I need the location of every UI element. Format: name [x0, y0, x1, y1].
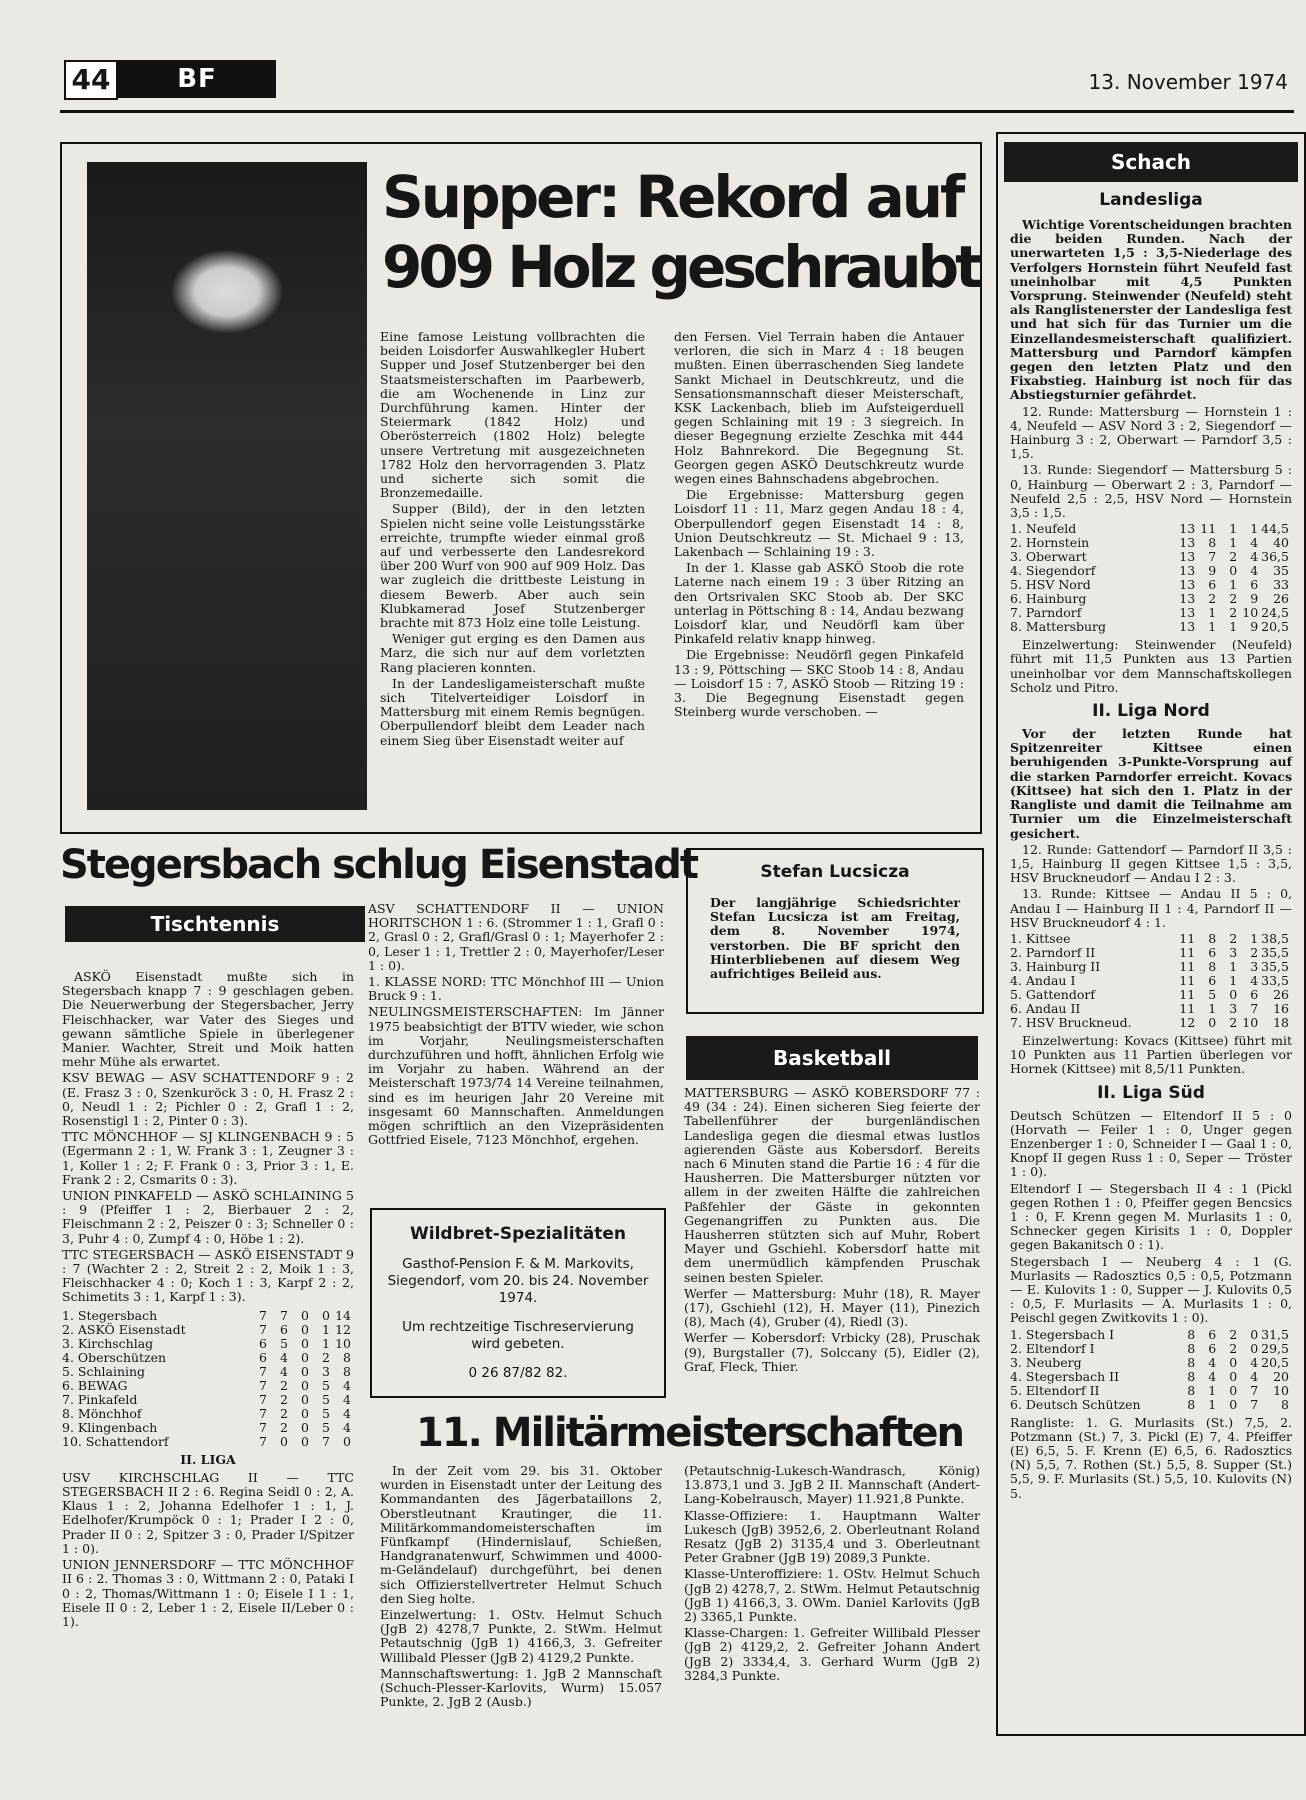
team-stat: 7 — [1208, 549, 1217, 565]
team-stat: 1 — [1229, 972, 1238, 988]
team-stat: 0 — [301, 1433, 309, 1449]
team-stat: 8 — [1208, 958, 1217, 974]
team-stat: 0 — [301, 1349, 309, 1365]
team-stat: 8 — [1187, 1340, 1196, 1356]
team-stat: 11 — [1179, 944, 1196, 960]
team-stat: 0 — [1229, 1396, 1238, 1412]
team-stat: 3 — [1229, 944, 1238, 960]
header-rule — [60, 110, 1294, 113]
team-stat: 11 — [1200, 521, 1217, 537]
team-stat: 7 — [259, 1391, 267, 1407]
liga-nord-table — [1010, 932, 1292, 1030]
team-stat: 6 — [280, 1321, 288, 1337]
team-stat: 5 — [322, 1377, 330, 1393]
team-stat: 10 — [335, 1335, 351, 1351]
team-name: 7. Parndorf — [1010, 605, 1082, 621]
team-stat: 7 — [322, 1433, 330, 1449]
team-stat: 13 — [1179, 535, 1196, 551]
standings-row — [1010, 1370, 1292, 1384]
team-stat: 13 — [1179, 605, 1196, 621]
team-name: 6. BEWAG — [62, 1377, 128, 1393]
team-stat: 10 — [1273, 1382, 1289, 1398]
team-stat: 13 — [1179, 577, 1196, 593]
standings-row — [62, 1393, 354, 1407]
tt-paragraph: ASV SCHATTENDORF II — UNION HORITSCHON 1 : 6. (Strommer 1 : 1, Grafl 0 : 2, Grasl 0 : 2, Grafl/Grasl 0 : 1; Mayerhofer 2 : 0, Leser 1 : 1, Trettler 2 : 0, Mayerhofer/Leser 1 : 0). — [368, 901, 664, 973]
militaer-column-1 — [380, 1464, 662, 1711]
team-name: 10. Schattendorf — [62, 1433, 169, 1449]
team-stat: 0 — [1229, 1382, 1238, 1398]
team-stat: 7 — [1250, 1396, 1259, 1412]
mil-paragraph: Klasse-Unteroffiziere: 1. OStv. Helmut Schuch (JgB 2) 4278,7, 2. StWm. Helmut Petautschnig (JgB 1) 4166,3, 3. OWm. Daniel Karlovits (JgB 2) 3365,1 Punkte. — [684, 1566, 980, 1625]
team-stat: 0 — [301, 1391, 309, 1407]
team-stat: 1 — [1208, 1000, 1217, 1016]
militaer-column-2 — [684, 1464, 980, 1685]
team-stat: 8 — [1208, 535, 1217, 551]
ad-title: Wildbret-Spezialitäten — [410, 1224, 626, 1244]
standings-row — [62, 1421, 354, 1435]
team-name: 6. Hainburg — [1010, 591, 1087, 607]
team-stat: 6 — [259, 1335, 267, 1351]
team-stat: 8 — [1208, 930, 1217, 946]
schach-paragraph: Deutsch Schützen — Eltendorf II 5 : 0 (Horvath — Feiler 1 : 0, Unger gegen Enzenberger 1 : 0, Schneider I — Gaal 1 : 0, Knopf II gegen Russ 1 : 0, Seper — Tröster 1 : 0). — [1010, 1107, 1292, 1180]
team-stat: 7 — [259, 1405, 267, 1421]
team-stat: 1 — [1229, 521, 1238, 537]
team-stat: 35 — [1273, 563, 1289, 579]
supper-column-1 — [380, 330, 645, 750]
team-stat: 12 — [1179, 1014, 1196, 1030]
tt-paragraph: 1. KLASSE NORD: TTC Mönchhof III — Union Bruck 9 : 1. — [368, 974, 664, 1004]
team-stat: 1 — [1229, 958, 1238, 974]
team-stat: 11 — [1179, 986, 1196, 1002]
team-stat: 31,5 — [1261, 1326, 1289, 1342]
team-stat: 1 — [1208, 619, 1217, 635]
standings-row — [1010, 620, 1292, 634]
team-stat: 4 — [1250, 1354, 1259, 1370]
standings-row — [62, 1351, 354, 1365]
page-number: 44 — [64, 60, 118, 100]
tt-paragraph: UNION PINKAFELD — ASKÖ SCHLAINING 5 : 9 (Pfeiffer 1 : 2, Bierbauer 2 : 2, Fleischmann 2 : 2, Peiszer 0 : 3; Schneller 0 : 3, Puhr 4 : 0, Zumpf 4 : 0, Höbe 1 : 2). — [62, 1188, 354, 1246]
team-stat: 26 — [1273, 986, 1289, 1002]
team-stat: 2 — [280, 1419, 288, 1435]
liga-sued-table — [1010, 1328, 1292, 1412]
standings-row — [1010, 606, 1292, 620]
standings-row — [1010, 564, 1292, 578]
team-stat: 9 — [1250, 619, 1259, 635]
obituary-name: Stefan Lucsicza — [760, 862, 910, 882]
standings-row — [62, 1407, 354, 1421]
tt-paragraph: TTC MÖNCHHOF — SJ KLINGENBACH 9 : 5 (Egermann 2 : 1, W. Frank 3 : 1, Zeugner 3 : 1, Koller 1 : 2; F. Frank 0 : 3, Prior 3 : 1, E. Frank 2 : 2, Csmarits 0 : 3). — [62, 1129, 354, 1187]
team-stat: 14 — [335, 1307, 351, 1323]
team-stat: 7 — [1250, 1382, 1259, 1398]
team-stat: 1 — [1229, 535, 1238, 551]
masthead-logo: BF — [118, 60, 276, 98]
landesliga-heading: Landesliga — [1099, 190, 1203, 210]
landesliga-table — [1010, 522, 1292, 634]
team-stat: 0 — [301, 1377, 309, 1393]
basketball-paragraph: MATTERSBURG — ASKÖ KOBERSDORF 77 : 49 (34 : 24). Einen sicheren Sieg feierte der Tabellenführer der burgenländischen Landesliga gegen die diesmal etwas lustlos agierenden Gäste aus Kobersdorf. Bereits nach 6 Minuten stand die Partie 16 : 4 für die Hausherren. Die Mattersburger nützten vor allem in der zweiten Hälfte die zahlreichen Paßfehler der Gäste in gekonnten Gegenangriffen zu Punkten aus. Die Hausherren stützten sich auf Muhr, Robert Mayer und Gschiehl. Kobersdorf hatte mit dem unermüdlich kämpfenden Pruschak seinen besten Spieler. — [684, 1085, 980, 1285]
team-stat: 1 — [1208, 605, 1217, 621]
team-stat: 7 — [259, 1433, 267, 1449]
team-name: 4. Andau I — [1010, 972, 1076, 988]
team-stat: 4 — [1250, 1368, 1259, 1384]
team-stat: 8 — [343, 1349, 351, 1365]
basketball-column — [684, 1086, 980, 1376]
standings-row — [1010, 1016, 1292, 1030]
standings-row — [62, 1309, 354, 1323]
team-stat: 4 — [1250, 549, 1259, 565]
team-stat: 8 — [1187, 1382, 1196, 1398]
team-stat: 7 — [280, 1307, 288, 1323]
mil-paragraph: Klasse-Chargen: 1. Gefreiter Willibald Plesser (JgB 2) 4129,2, 2. Gefreiter Johann Andert (JgB 2) 3334,4, 3. Gerhard Wurm (JgB 2) 3284,3 Punkte. — [684, 1625, 980, 1683]
team-stat: 4 — [343, 1419, 351, 1435]
team-stat: 4 — [1250, 563, 1259, 579]
team-stat: 35,5 — [1261, 958, 1289, 974]
team-stat: 13 — [1179, 563, 1196, 579]
team-name: 2. Parndorf II — [1010, 944, 1096, 960]
team-stat: 0 — [1229, 986, 1238, 1002]
team-stat: 4 — [280, 1363, 288, 1379]
team-stat: 10 — [1242, 1014, 1259, 1030]
tt-paragraph: ASKÖ Eisenstadt mußte sich in Stegersbach knapp 7 : 9 geschlagen geben. Die Neuerwerbung der Stegersbacher, Jerry Fleischhacker, war Vater des Sieges und gewann sämtliche Spiele in überlegener Manier. Wachter, Streit und Moik hatten mehr Mühe als erwartet. — [62, 969, 354, 1070]
tt-paragraph: KSV BEWAG — ASV SCHATTENDORF 9 : 2 (E. Frasz 3 : 0, Szenkuröck 3 : 0, H. Frasz 2 : 0, Neudl 1 : 2; Pichler 0 : 2, Grafl 1 : 2, Rosenstigl 1 : 2, Pinter 0 : 3). — [62, 1070, 354, 1129]
bowler-photo — [87, 162, 367, 810]
tt-paragraph: UNION JENNERSDORF — TTC MÖNCHHOF II 6 : 2. Thomas 3 : 0, Wittmann 2 : 0, Pataki I 0 : 2, Thomas/Wittmann 1 : 0; Eisele I 1 : 1, Eisele II 0 : 2, Leber 1 : 2, Eisele II/Leber 0 : 1). — [62, 1557, 354, 1629]
team-stat: 1 — [1250, 930, 1259, 946]
team-stat: 24,5 — [1261, 605, 1289, 621]
team-stat: 20,5 — [1261, 1354, 1289, 1370]
wildbret-ad — [370, 1208, 666, 1398]
team-stat: 8 — [343, 1363, 351, 1379]
tischtennis-bar: Tischtennis — [65, 906, 365, 942]
standings-row — [62, 1365, 354, 1379]
standings-row — [1010, 1328, 1292, 1342]
team-stat: 0 — [322, 1307, 330, 1323]
standings-row — [1010, 550, 1292, 564]
team-name: 5. Schlaining — [62, 1363, 146, 1379]
team-stat: 5 — [280, 1335, 288, 1351]
team-stat: 1 — [1229, 577, 1238, 593]
team-stat: 4 — [343, 1377, 351, 1393]
team-stat: 8 — [1187, 1368, 1196, 1384]
team-name: 5. Eltendorf II — [1010, 1382, 1100, 1398]
team-stat: 5 — [322, 1419, 330, 1435]
team-stat: 7 — [259, 1321, 267, 1337]
schach-paragraph: Rangliste: 1. G. Murlasits (St.) 7,5, 2. Potzmann (St.) 7, 3. Pickl (E) 7, 4. Pfeiffer (E) 6,5, 5. F. Krenn (E) 6,5, 6. Radosztics (N) 5,5, 7. Rothen (St.) 5,5, 8. Supper (St.) 5,5, 9. F. Murlasits (St.) 5,5, 10. Kulovits (N) 5. — [1010, 1414, 1292, 1501]
team-stat: 7 — [259, 1307, 267, 1323]
team-stat: 8 — [1281, 1396, 1289, 1412]
team-stat: 8 — [1187, 1354, 1196, 1370]
team-stat: 2 — [1229, 930, 1238, 946]
team-stat: 40 — [1273, 535, 1289, 551]
supper-paragraph: Die Ergebnisse: Mattersburg gegen Loisdorf 11 : 11, Marz gegen Andau 18 : 4, Oberpullendorf gegen Eisenstadt 14 : 8, Union Deutschkreutz — St. Michael 9 : 13, Lakenbach — Schlaining 19 : 3. — [674, 487, 964, 560]
supper-article — [60, 142, 982, 834]
schach-sidebar — [996, 132, 1306, 1736]
team-stat: 20 — [1273, 1368, 1289, 1384]
standings-row — [62, 1435, 354, 1449]
team-stat: 35,5 — [1261, 944, 1289, 960]
standings-row — [1010, 592, 1292, 606]
tischtennis-headline: Stegersbach schlug Eisenstadt — [60, 842, 697, 888]
team-stat: 3 — [1250, 958, 1259, 974]
team-stat: 6 — [1208, 1326, 1217, 1342]
team-stat: 0 — [1229, 563, 1238, 579]
team-stat: 0 — [1250, 1326, 1259, 1342]
team-stat: 0 — [343, 1433, 351, 1449]
team-name: 8. Mönchhof — [62, 1405, 142, 1421]
team-stat: 4 — [343, 1391, 351, 1407]
team-stat: 33 — [1273, 577, 1289, 593]
standings-row — [1010, 974, 1292, 988]
team-stat: 7 — [259, 1419, 267, 1435]
team-stat: 2 — [1208, 591, 1217, 607]
supper-paragraph: Die Ergebnisse: Neudörfl gegen Pinkafeld 13 : 9, Pöttsching — SKC Stoob 14 : 8, Andau — Loisdorf 15 : 7, ASKÖ Stoob — Ritzing 19 : 3. Die Begegnung Eisenstadt gegen Steinberg wurde verschoben. — — [674, 647, 964, 720]
team-stat: 9 — [1250, 591, 1259, 607]
supper-paragraph: Weniger gut erging es den Damen aus Marz, die sich nur auf dem vorletzten Rang placieren konnten. — [380, 631, 645, 675]
schach-paragraph: 12. Runde: Mattersburg — Hornstein 1 : 4, Neufeld — ASV Nord 3 : 2, Siegendorf — Hainburg 3 : 2, Oberwart — Parndorf 3,5 : 1,5. — [1010, 403, 1292, 462]
ad-phone: 0 26 87/82 82. — [468, 1365, 568, 1381]
team-stat: 0 — [301, 1335, 309, 1351]
tischtennis-column-1 — [62, 970, 354, 1631]
supper-paragraph: In der 1. Klasse gab ASKÖ Stoob die rote Laterne nach einem 19 : 3 über Ritzing an den Ortsrivalen SKC Stoob ab. Der SKC unterlag in Pöttsching 8 : 14, Andau bezwang Loisdorf klar, und Neudörfl kam über Pinkafeld relativ knapp hinweg. — [674, 560, 964, 647]
team-stat: 9 — [1208, 563, 1217, 579]
team-stat: 1 — [1208, 1396, 1217, 1412]
tt-paragraph: TTC STEGERSBACH — ASKÖ EISENSTADT 9 : 7 (Wachter 2 : 2, Streit 2 : 2, Moik 1 : 3, Fleischhacker 4 : 0; Koch 1 : 3, Karpf 2 : 2, Schimetits 3 : 1, Karpf 1 : 3). — [62, 1246, 354, 1305]
schach-paragraph: Stegersbach I — Neuberg 4 : 1 (G. Murlasits — Radosztics 0,5 : 0,5, Potzmann — E. Kulovits 1 : 0, Supper — J. Kulovits 0,5 : 0,5, F. Murlasits — A. Murlasits 1 : 0, Peischl gegen Zwitkovits 1 : 0). — [1010, 1253, 1292, 1326]
mil-paragraph: Einzelwertung: 1. OStv. Helmut Schuch (JgB 2) 4278,7 Punkte, 2. StWm. Helmut Petautschnig (JgB 1) 4166,3, 3. Gefreiter Willibald Plesser (JgB 2) 4129,2 Punkte. — [380, 1607, 662, 1665]
team-stat: 1 — [1208, 1382, 1217, 1398]
team-stat: 13 — [1179, 619, 1196, 635]
team-name: 2. Eltendorf I — [1010, 1340, 1095, 1356]
team-stat: 2 — [1250, 944, 1259, 960]
standings-row — [1010, 1398, 1292, 1412]
team-stat: 1 — [322, 1335, 330, 1351]
standings-row — [1010, 960, 1292, 974]
supper-column-2 — [674, 330, 964, 721]
issue-date: 13. November 1974 — [1088, 70, 1288, 94]
team-stat: 2 — [1229, 549, 1238, 565]
obituary-box — [686, 848, 984, 1014]
team-stat: 6 — [1208, 972, 1217, 988]
mil-paragraph: Mannschaftswertung: 1. JgB 2 Mannschaft (Schuch-Plesser-Karlovits, Wurm) 15.057 Punkte, 2. JgB 2 (Ausb.) — [380, 1665, 662, 1710]
standings-row — [1010, 1384, 1292, 1398]
schach-content — [1010, 190, 1292, 1501]
schach-paragraph: Vor der letzten Runde hat Spitzenreiter Kittsee einen beruhigenden 3-Punkte-Vorsprung auf die starken Parndorfer erreicht. Kovacs (Kittsee) hat sich den 1. Platz in der Rangliste und damit die Teilnahme am Turnier um die Einzelmeisterschaft gesichert. — [1010, 726, 1292, 841]
standings-row — [62, 1337, 354, 1351]
team-stat: 6 — [1208, 1340, 1217, 1356]
team-stat: 2 — [1229, 591, 1238, 607]
mil-paragraph: Klasse-Offiziere: 1. Hauptmann Walter Lukesch (JgB) 3952,6, 2. Oberleutnant Roland Resatz (JgB 2) 3135,4 und 3. Oberleutnant Peter Grabner (JgB 19) 2089,3 Punkte. — [684, 1507, 980, 1566]
team-stat: 16 — [1273, 1000, 1289, 1016]
schach-paragraph: Einzelwertung: Kovacs (Kittsee) führt mit 10 Punkten aus 11 Partien überlegen vor Hornek (Kittsee) mit 8,5/11 Punkten. — [1010, 1032, 1292, 1077]
supper-paragraph: In der Landesligameisterschaft mußte sich Titelverteidiger Loisdorf in Mattersburg mit einem Remis begnügen. Oberpullendorf bleibt dem Leader nach einem Sieg über Eisenstadt weiter auf — [380, 675, 645, 748]
team-stat: 4 — [280, 1349, 288, 1365]
team-stat: 8 — [1187, 1396, 1196, 1412]
ad-line1: Gasthof-Pension F. & M. Markovits, Siegendorf, vom 20. bis 24. November 1974. — [387, 1256, 649, 1306]
liga-nord-heading: II. Liga Nord — [1092, 701, 1210, 722]
liga-sued-heading: II. Liga Süd — [1097, 1082, 1205, 1103]
team-stat: 0 — [1208, 1014, 1217, 1030]
team-name: 7. Pinkafeld — [62, 1391, 138, 1407]
team-stat: 6 — [1250, 577, 1259, 593]
team-stat: 0 — [301, 1405, 309, 1421]
team-stat: 13 — [1179, 549, 1196, 565]
team-name: 1. Neufeld — [1010, 521, 1077, 537]
team-stat: 1 — [1229, 619, 1238, 635]
schach-paragraph: Eltendorf I — Stegersbach II 4 : 1 (Pickl gegen Rothen 1 : 0, Pfeiffer gegen Bencsics 1 : 0, F. Krenn gegen M. Murlasits 1 : 0, Schnecker gegen Kirisits 1 : 0, Doppler gegen Bakanitsch 0 : 1). — [1010, 1180, 1292, 1253]
tt-paragraph: USV KIRCHSCHLAG II — TTC STEGERSBACH II 2 : 6. Regina Seidl 0 : 2, A. Klaus 1 : 2, Johanna Edelhofer 1 : 1, J. Edelhofer/Krumpöck 0 : 1; Prader I 2 : 0, Prader II 0 : 2, Spitzer 3 : 0, Prader I/Spitzer 1 : 0). — [62, 1469, 354, 1556]
team-stat: 0 — [301, 1321, 309, 1337]
team-stat: 7 — [1250, 1000, 1259, 1016]
team-stat: 8 — [1187, 1326, 1196, 1342]
team-stat: 1 — [322, 1321, 330, 1337]
supper-paragraph: Eine famose Leistung vollbrachten die beiden Loisdorfer Auswahlkegler Hubert Supper und Josef Stutzenberger bei den Staatsmeisterschaften im Paarbewerb, die am Wochenende in Linz zur Durchführung kamen. Hinter der Steiermark (1842 Holz) und Oberösterreich (1802 Holz) belegte unsere Vertretung mit ausgezeichneten 1782 Holz den hervorragenden 3. Platz und sicherte sich somit die Bronzemedaille. — [380, 329, 645, 501]
team-stat: 2 — [322, 1349, 330, 1365]
team-name: 1. Stegersbach — [62, 1307, 158, 1323]
team-stat: 11 — [1179, 930, 1196, 946]
team-name: 4. Stegersbach II — [1010, 1368, 1120, 1384]
team-stat: 18 — [1273, 1014, 1289, 1030]
team-stat: 12 — [335, 1321, 351, 1337]
schach-paragraph: 13. Runde: Kittsee — Andau II 5 : 0, Andau I — Hainburg II 1 : 4, Parndorf II — HSV Bruckneudorf 4 : 1. — [1010, 886, 1292, 930]
team-stat: 33,5 — [1261, 972, 1289, 988]
supper-paragraph: den Fersen. Viel Terrain haben die Antauer verloren, die sich in Marz 4 : 18 beugen mußten. Einen überraschenden Sieg landete Sankt Michael in Deutschkreutz, und die Sensationsmannschaft dieser Meisterschaft, KSK Lackenbach, blieb im Aufsteigerduell gegen Schlaining mit 19 : 3 siegreich. In dieser Begegnung erzielte Zeschka mit 444 Holz Bahnrekord. Die Begegnung St. Georgen gegen ASKÖ Deutschkreutz wurde wegen eines Bahnschadens abgebrochen. — [674, 329, 964, 487]
team-stat: 6 — [1208, 577, 1217, 593]
team-name: 1. Kittsee — [1010, 930, 1071, 946]
team-stat: 11 — [1179, 1000, 1196, 1016]
standings-row — [1010, 946, 1292, 960]
standings-row — [1010, 1342, 1292, 1356]
schach-paragraph: 13. Runde: Siegendorf — Mattersburg 5 : 0, Hainburg — Oberwart 2 : 3, Parndorf — Neufeld 2,5 : 2,5, HSV Nord — Hornstein 3,5 : 1,5. — [1010, 462, 1292, 521]
team-stat: 2 — [1229, 605, 1238, 621]
mil-paragraph: In der Zeit vom 29. bis 31. Oktober wurden in Eisenstadt unter der Leitung des Kommandanten des Jägerbataillons 2, Oberstleutnant Krautinger, die 11. Militärkommandomeisterschaften im Fünfkampf (Hindernislauf, Schießen, Handgranatenwurf, Schwimmen und 4000-m-Geländelauf) durchgeführt, bei denen sich Offizierstellvertreter Helmut Schuch den Sieg holte. — [380, 1463, 662, 1606]
tischtennis-column-2 — [368, 902, 664, 1149]
team-stat: 0 — [301, 1363, 309, 1379]
team-stat: 6 — [1250, 986, 1259, 1002]
team-stat: 5 — [322, 1391, 330, 1407]
basketball-bar: Basketball — [686, 1036, 978, 1080]
standings-row — [1010, 522, 1292, 536]
team-stat: 5 — [1208, 986, 1217, 1002]
standings-row — [62, 1379, 354, 1393]
team-name: 1. Stegersbach I — [1010, 1326, 1115, 1342]
team-stat: 10 — [1242, 605, 1259, 621]
team-stat: 4 — [1250, 535, 1259, 551]
team-stat: 0 — [301, 1307, 309, 1323]
team-stat: 38,5 — [1261, 930, 1289, 946]
team-name: 5. HSV Nord — [1010, 577, 1091, 593]
schach-bar: Schach — [1004, 142, 1298, 182]
team-stat: 4 — [1250, 972, 1259, 988]
team-stat: 4 — [343, 1405, 351, 1421]
standings-row — [1010, 1002, 1292, 1016]
team-stat: 0 — [301, 1419, 309, 1435]
team-name: 9. Klingenbach — [62, 1419, 158, 1435]
team-stat: 4 — [1208, 1368, 1217, 1384]
team-name: 3. Kirchschlag — [62, 1335, 154, 1351]
team-stat: 11 — [1179, 972, 1196, 988]
team-stat: 3 — [322, 1363, 330, 1379]
team-stat: 13 — [1179, 521, 1196, 537]
team-stat: 13 — [1179, 591, 1196, 607]
team-name: 4. Oberschützen — [62, 1349, 167, 1365]
team-stat: 11 — [1179, 958, 1196, 974]
team-stat: 0 — [1229, 1354, 1238, 1370]
team-name: 3. Oberwart — [1010, 549, 1087, 565]
standings-row — [1010, 536, 1292, 550]
team-name: 8. Mattersburg — [1010, 619, 1107, 635]
team-stat: 2 — [1229, 1326, 1238, 1342]
team-name: 6. Andau II — [1010, 1000, 1081, 1016]
supper-headline-line2: 909 Holz geschraubt — [382, 233, 979, 301]
team-stat: 29,5 — [1261, 1340, 1289, 1356]
team-stat: 6 — [1208, 944, 1217, 960]
standings-row — [1010, 1356, 1292, 1370]
team-stat: 3 — [1229, 1000, 1238, 1016]
team-stat: 7 — [259, 1377, 267, 1393]
tt-standings-table — [62, 1309, 354, 1449]
supper-headline-line1: Supper: Rekord auf — [382, 163, 963, 231]
team-stat: 4 — [1208, 1354, 1217, 1370]
basketball-paragraph: Werfer — Mattersburg: Muhr (18), R. Mayer (17), Gschiehl (12), H. Mayer (11), Pinezich (8), Mach (4), Gruber (4), Riedl (3). — [684, 1285, 980, 1330]
schach-paragraph: Wichtige Vorentscheidungen brachten die beiden Runden. Nach der unerwarteten 1,5 : 3,5-Niederlage des Verfolgers Hornstein führt Neufeld fast uneinholbar mit 4,5 Punkten Vorsprung. Steinwender (Neufeld) steht als Ranglistenerster der Landesliga fest und hat sich für das Turnier um die Einzellandesmeisterschaft qualifiziert. Mattersburg und Parndorf kämpfen gegen den letzten Platz und den Fixabstieg. Hainburg ist noch für das Abstiegsturnier gefährdet. — [1010, 217, 1292, 403]
team-name: 3. Hainburg II — [1010, 958, 1101, 974]
tt-paragraph: NEULINGSMEISTERSCHAFTEN: Im Jänner 1975 beabsichtigt der BTTV wieder, wie schon im Vorjahr, Neulingsmeisterschaften durchzuführen und hofft, ähnlichen Erfolg wie im Vorjahr zu haben. Während an der Meisterschaft 1973/74 14 Vereine teilnahmen, sind es im heurigen Jahr 20 Vereine mit insgesamt 60 Mannschaften. Anmeldungen mögen schriftlich an den Vizepräsidenten Gottfried Eisele, 7123 Mönchhof, ergehen. — [368, 1004, 664, 1148]
schach-paragraph: Einzelwertung: Steinwender (Neufeld) führt mit 11,5 Punkten aus 13 Partien uneinholbar vor dem Mannschaftskollegen Scholz und Pitro. — [1010, 637, 1292, 695]
obituary-text: Der langjährige Schiedsrichter Stefan Lucsicza ist am Freitag, dem 8. November 1974, verstorben. Die BF spricht den Hinterbliebenen auf diesem Weg aufrichtiges Beileid aus. — [710, 895, 960, 982]
team-name: 4. Siegendorf — [1010, 563, 1096, 579]
team-stat: 2 — [280, 1377, 288, 1393]
team-name: 7. HSV Bruckneud. — [1010, 1014, 1132, 1030]
team-stat: 2 — [280, 1405, 288, 1421]
team-stat: 0 — [1229, 1368, 1238, 1384]
standings-row — [1010, 578, 1292, 592]
schach-paragraph: 12. Runde: Gattendorf — Parndorf II 3,5 : 1,5, Hainburg II gegen Kittsee 1,5 : 3,5, HSV Bruckneudorf — Andau I 2 : 3. — [1010, 841, 1292, 886]
team-name: 6. Deutsch Schützen — [1010, 1396, 1141, 1412]
team-name: 2. ASKÖ Eisenstadt — [62, 1321, 186, 1337]
team-stat: 44,5 — [1261, 521, 1289, 537]
standings-row — [1010, 988, 1292, 1002]
standings-row — [62, 1323, 354, 1337]
standings-row — [1010, 932, 1292, 946]
team-stat: 5 — [322, 1405, 330, 1421]
ad-line2: Um rechtzeitige Tischreservierung wird gebeten. — [402, 1319, 634, 1352]
team-name: 5. Gattendorf — [1010, 986, 1095, 1002]
militaer-headline: 11. Militärmeisterschaften — [416, 1410, 963, 1456]
team-stat: 0 — [280, 1433, 288, 1449]
team-stat: 36,5 — [1261, 549, 1289, 565]
team-name: 3. Neuberg — [1010, 1354, 1082, 1370]
team-stat: 6 — [259, 1349, 267, 1365]
team-name: 2. Hornstein — [1010, 535, 1090, 551]
mil-paragraph: (Petautschnig-Lukesch-Wandrasch, König) 13.873,1 und 3. JgB 2 II. Mannschaft (Andert-Lang-Kobelrausch, Mayer) 11.921,8 Punkte. — [684, 1463, 980, 1507]
team-stat: 20,5 — [1261, 619, 1289, 635]
team-stat: 0 — [1250, 1340, 1259, 1356]
team-stat: 1 — [1250, 521, 1259, 537]
team-stat: 26 — [1273, 591, 1289, 607]
team-stat: 2 — [280, 1391, 288, 1407]
team-stat: 2 — [1229, 1014, 1238, 1030]
basketball-paragraph: Werfer — Kobersdorf: Vrbicky (28), Pruschak (9), Burgstaller (7), Solccany (5), Eidler (2), Graf, Fleck, Thier. — [684, 1330, 980, 1374]
supper-paragraph: Supper (Bild), der in den letzten Spielen nicht seine volle Leistungsstärke erreichte, trumpfte wieder einmal groß auf und verbesserte den Landesrekord über 200 Wurf von 900 auf 909 Holz. Das war zugleich die drittbeste Leistung in diesem Bewerb. Aber auch sein Klubkamerad Josef Stutzenberger brachte mit 873 Holz eine tolle Leistung. — [380, 501, 645, 631]
team-stat: 2 — [1229, 1340, 1238, 1356]
tt-liga2-heading: II. LIGA — [180, 1451, 236, 1467]
team-stat: 7 — [259, 1363, 267, 1379]
